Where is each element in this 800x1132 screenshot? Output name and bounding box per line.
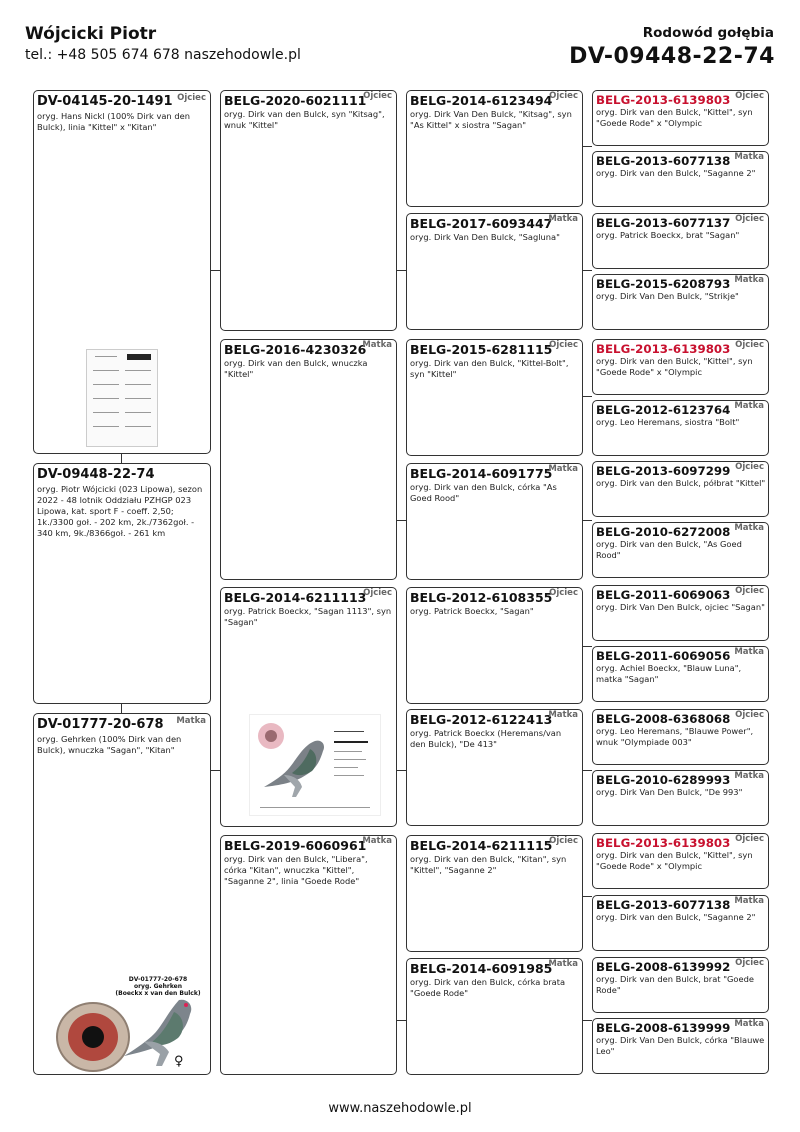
connector-line [210,270,220,271]
grandparent-box [220,587,397,827]
sex-label: Ojciec [177,93,206,103]
description: oryg. Leo Heremans, siostra "Bolt" [596,417,740,427]
connector-line [396,270,406,271]
description: oryg. Dirk van den Bulck, "Kittel", syn "Goede Rode" x "Olympic [596,356,753,377]
sex-label: Matka [548,464,578,474]
description: oryg. Dirk Van Den Bulck, "Kitsag", syn "As Kittel" x siostra "Sagan" [410,109,572,130]
ancestor-box [592,400,769,456]
ancestor-box [592,461,769,517]
ring-number: BELG-2017-6093447 [410,216,553,231]
ring-number: BELG-2013-6077137 [596,216,731,230]
description: oryg. Piotr Wójcicki (023 Lipowa), sezon 2022 - 48 lotnik Oddziału PZHGP 023 Lipowa, kat. sport F - coeff. 2,50; 1k./3300 goł. - 202 km, 2k./7362goł. - 340 km, 9k./8366goł. - 261 km [37,484,203,538]
ring-number: BELG-2008-6139999 [596,1021,731,1035]
photo-caption-origin: oryg. Gehrken [133,983,183,990]
sex-label: Matka [734,896,764,906]
description: oryg. Dirk van den Bulck, "Kittel", syn "Goede Rode" x "Olympic [596,850,753,871]
ring-number: BELG-2020-6021111 [224,93,367,108]
description: oryg. Patrick Boeckx, "Sagan 1113", syn "Sagan" [224,606,392,627]
ring-number: BELG-2013-6139803 [596,93,731,107]
ancestor-box [592,646,769,702]
ancestor-box [592,213,769,269]
pigeon-icon [260,735,330,805]
sex-label: Matka [548,710,578,720]
ancestor-box [592,1018,769,1074]
ring-number: BELG-2008-6139992 [596,960,731,974]
description: oryg. Dirk Van Den Bulck, ojciec "Sagan" [596,602,765,612]
ring-number: BELG-2012-6122413 [410,712,553,727]
sex-label: Ojciec [549,340,578,350]
breeder-contact: tel.: +48 505 674 678 naszehodowle.pl [25,47,301,63]
great-grandparent-box [406,213,583,330]
ring-number: DV-04145-20-1491 [37,94,173,109]
connector-line [582,770,592,771]
ring-number: BELG-2014-6091775 [410,466,553,481]
connector-line [121,453,122,463]
ring-number: DV-01777-20-678 [37,717,164,732]
description: oryg. Leo Heremans, "Blauwe Power", wnuk "Olympiade 003" [596,726,754,747]
ring-number: BELG-2014-6211113 [224,590,367,605]
ring-number: BELG-2014-6091985 [410,961,553,976]
pigeon-photo [54,972,204,1072]
ring-number: BELG-2013-6077138 [596,154,731,168]
great-grandparent-box [406,463,583,580]
description: oryg. Dirk van den Bulck, "As Goed Rood" [596,539,742,560]
description: oryg. Dirk van den Bulck, "Libera", córka "Kitan", wnuczka "Kittel", "Saganne 2", linia "Goede Rode" [224,854,368,886]
description: oryg. Dirk van den Bulck, "Kitan", syn "Kittel", "Saganne 2" [410,854,567,875]
female-symbol-icon: ♀ [174,1054,184,1069]
description: oryg. Dirk van den Bulck, syn "Kitsag", wnuk "Kittel" [224,109,385,130]
pedigree-document-thumbnail [86,349,158,447]
sex-label: Matka [734,647,764,657]
description: oryg. Dirk van den Bulck, córka "As Goed Rood" [410,482,557,503]
great-grandparent-box [406,958,583,1075]
sex-label: Ojciec [735,710,764,720]
sex-label: Ojciec [549,91,578,101]
ring-number: BELG-2010-6289993 [596,773,731,787]
document-title: Rodowód gołębia [642,25,774,41]
subject-box [33,463,211,704]
ring-number: DV-09448-22-74 [37,467,155,482]
grandparent-box [220,339,397,580]
connector-line [582,896,592,897]
sire-box [33,90,211,454]
ancestor-box [592,274,769,330]
ring-number: BELG-2010-6272008 [596,525,731,539]
grandparent-box [220,90,397,331]
ring-number: BELG-2011-6069063 [596,588,731,602]
connector-line [582,646,592,647]
sex-label: Ojciec [735,91,764,101]
description: oryg. Dirk van den Bulck, "Saganne 2" [596,912,756,922]
sex-label: Matka [734,771,764,781]
sex-label: Ojciec [735,586,764,596]
connector-line [582,520,592,521]
description: oryg. Dirk Van Den Bulck, "De 993" [596,787,743,797]
ring-number: BELG-2015-6208793 [596,277,731,291]
description: oryg. Dirk van den Bulck, "Kittel", syn "Goede Rode" x "Olympic [596,107,753,128]
subject-ring-number: DV-09448-22-74 [569,44,775,69]
sex-label: Ojciec [735,340,764,350]
description: oryg. Dirk van den Bulck, brat "Goede Rode" [596,974,754,995]
sex-label: Ojciec [549,588,578,598]
connector-line [396,1020,406,1021]
ring-number: BELG-2012-6123764 [596,403,731,417]
photo-caption-cross: (Boeckx x van den Bulck) [115,990,201,997]
description: oryg. Dirk Van Den Bulck, "Sagluna" [410,232,560,242]
description: oryg. Dirk van den Bulck, córka brata "Goede Rode" [410,977,566,998]
ring-number: BELG-2013-6139803 [596,836,731,850]
description: oryg. Patrick Boeckx, "Sagan" [410,606,534,616]
ancestor-box [592,833,769,889]
description: oryg. Dirk van den Bulck, wnuczka "Kittel" [224,358,368,379]
great-grandparent-box [406,709,583,826]
sex-label: Ojciec [363,588,392,598]
ring-number: BELG-2014-6123494 [410,93,553,108]
ancestor-box [592,895,769,951]
sex-label: Matka [734,152,764,162]
great-grandparent-box [406,90,583,207]
connector-line [582,270,592,271]
sex-label: Ojciec [549,836,578,846]
description: oryg. Dirk van den Bulck, półbrat "Kittel" [596,478,766,488]
description: oryg. Patrick Boeckx, brat "Sagan" [596,230,740,240]
ancestor-box [592,585,769,641]
description: oryg. Dirk Van Den Bulck, "Strikje" [596,291,739,301]
description: oryg. Dirk van den Bulck, "Kittel-Bolt", syn "Kittel" [410,358,569,379]
connector-line [396,520,406,521]
ring-number: BELG-2008-6368068 [596,712,731,726]
sex-label: Matka [734,401,764,411]
great-grandparent-box [406,587,583,704]
description: oryg. Dirk Van Den Bulck, córka "Blauwe Leo" [596,1035,765,1056]
photo-caption-ring: DV-01777-20-678 [128,976,188,983]
sex-label: Matka [734,1019,764,1029]
ancestor-box [592,522,769,578]
connector-line [121,703,122,713]
ancestor-box [592,770,769,826]
description: oryg. Gehrken (100% Dirk van den Bulck), wnuczka "Sagan", "Kitan" [37,734,182,755]
ancestor-box [592,339,769,395]
dam-box [33,713,211,1075]
breeder-name: Wójcicki Piotr [25,24,157,44]
ring-number: BELG-2013-6139803 [596,342,731,356]
ring-number: BELG-2014-6211115 [410,838,553,853]
connector-line [582,396,592,397]
ring-number: BELG-2015-6281115 [410,342,553,357]
description: oryg. Achiel Boeckx, "Blauw Luna", matka "Sagan" [596,663,742,684]
sex-label: Matka [734,523,764,533]
ring-number: BELG-2011-6069056 [596,649,731,663]
ancestor-box [592,151,769,207]
sex-label: Matka [548,959,578,969]
sex-label: Matka [362,340,392,350]
sex-label: Matka [548,214,578,224]
connector-line [396,770,406,771]
grandparent-box [220,835,397,1075]
sex-label: Ojciec [363,91,392,101]
great-grandparent-box [406,835,583,952]
ancestor-box [592,709,769,765]
description: oryg. Patrick Boeckx (Heremans/van den Bulck), "De 413" [410,728,562,749]
sex-label: Matka [734,275,764,285]
sex-label: Ojciec [735,834,764,844]
connector-line [582,146,592,147]
footer-website: www.naszehodowle.pl [328,1101,472,1116]
ancestor-box [592,957,769,1013]
great-grandparent-box [406,339,583,456]
ring-number: BELG-2013-6077138 [596,898,731,912]
sex-label: Ojciec [735,214,764,224]
sex-label: Matka [176,716,206,726]
ancestor-box [592,90,769,146]
ring-number: BELG-2019-6060961 [224,838,367,853]
ring-number: BELG-2013-6097299 [596,464,731,478]
sex-label: Matka [362,836,392,846]
sex-label: Ojciec [735,958,764,968]
description: oryg. Hans Nickl (100% Dirk van den Bulck), linia "Kittel" x "Kitan" [37,111,190,132]
connector-line [210,770,220,771]
connector-line [582,1020,592,1021]
description: oryg. Dirk van den Bulck, "Saganne 2" [596,168,756,178]
ring-number: BELG-2016-4230326 [224,342,367,357]
ring-number: BELG-2012-6108355 [410,590,553,605]
sex-label: Ojciec [735,462,764,472]
pigeon-icon [114,992,204,1072]
pigeon-card-thumbnail [249,714,381,816]
